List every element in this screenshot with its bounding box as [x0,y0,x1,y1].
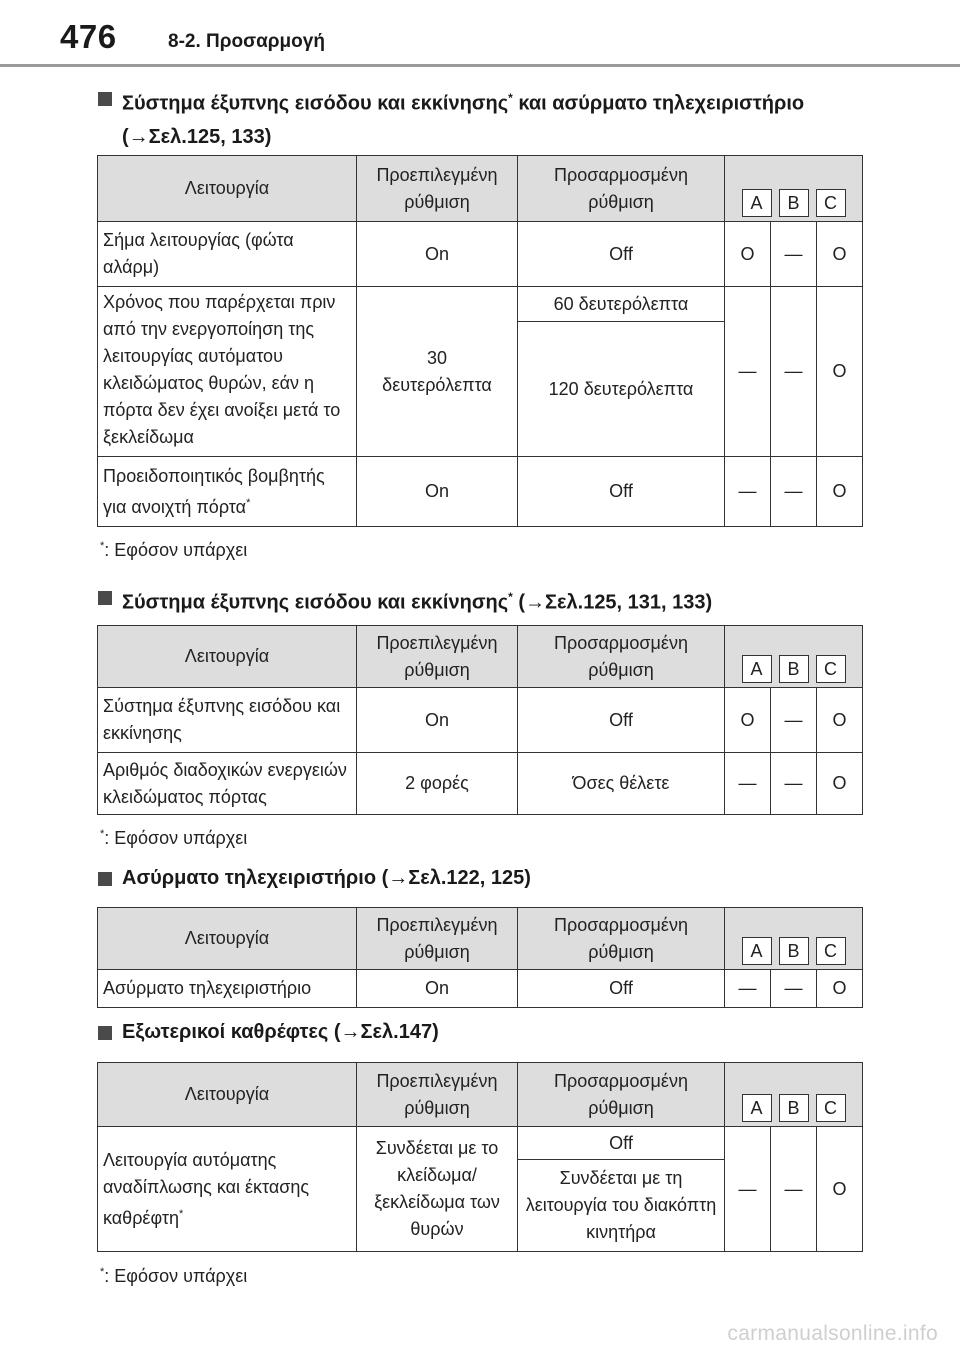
table-header-cell: Προεπιλεγμένη ρύθμιση [357,908,518,970]
table-row [98,753,863,815]
table-header-cell: Λειτουργία [98,908,357,970]
col-abc: A B C [725,156,863,222]
table-header-cell: Προεπιλεγμένη ρύθμιση [357,626,518,688]
table-cell: Off [518,457,725,527]
table-cell: — [771,222,817,287]
table-cell: O [817,457,863,527]
table-cell: — [725,1127,771,1252]
section1-title: Σύστημα έξυπνης εισόδου και εκκίνησης* και ασύρματο τηλεχειριστήριο (→Σελ.125, 133) [100,82,860,154]
table-row [98,457,863,527]
table-header-cell: A B C [725,626,863,688]
table-cell: O [817,753,863,815]
table-row [98,688,863,753]
table-cell: Off [518,970,725,1008]
footnote: *: Εφόσον υπάρχει [100,828,248,848]
section2-title: Σύστημα έξυπνης εισόδου και εκκίνησης* (→Σελ.125, 131, 133) [100,581,860,620]
table-cell: O [817,222,863,287]
table-cell: Ασύρματο τηλεχειριστήριο [98,970,357,1008]
table-section3 [97,907,863,1008]
table-cell: — [771,970,817,1008]
table-cell: — [771,753,817,815]
table-header-row [98,908,863,970]
table-cell: Σήμα λειτουργίας (φώτα αλάρμ) [98,222,357,287]
table-cell: O [817,688,863,753]
table-cell: On [357,970,518,1008]
table-row [98,222,863,287]
table-cell: Off [518,688,725,753]
table-header-cell: Προεπιλεγμένη ρύθμιση [357,1063,518,1127]
table-header-cell: Προσαρμοσμένη ρύθμιση [518,1063,725,1127]
table-header-cell: A B C [725,1063,863,1127]
table-cell: — [725,753,771,815]
table-cell: Συνδέεται με το κλείδωμα/ξεκλείδωμα των θυρών [357,1127,518,1252]
square-bullet-icon [98,1026,112,1040]
table-cell: Όσες θέλετε [518,753,725,815]
square-bullet-icon [98,92,112,106]
table-cell: 30 δευτερόλεπτα [357,287,518,457]
table-header-row [98,1063,863,1127]
footnote: *: Εφόσον υπάρχει [100,1266,248,1286]
col-custom: Προσαρμοσμένη ρύθμιση [518,156,725,222]
table-cell: O [725,688,771,753]
footnote: *: Εφόσον υπάρχει [100,540,248,560]
section4-title: Εξωτερικοί καθρέφτες (→Σελ.147) [100,1016,860,1049]
table-cell: — [771,688,817,753]
table-cell: — [771,1127,817,1252]
table-cell: Συνδέεται με τη λειτουργία του διακόπτη κινητήρα [518,1160,725,1252]
chapter-title: 8-2. Προσαρμογή [168,31,325,52]
table-cell: — [725,970,771,1008]
table-cell: — [771,457,817,527]
square-bullet-icon [98,872,112,886]
table-cell: — [725,287,771,457]
table-header-cell: Λειτουργία [98,626,357,688]
square-bullet-icon [98,591,112,605]
table-cell: Αριθμός διαδοχικών ενεργειών κλειδώματος πόρτας [98,753,357,815]
table-cell: On [357,688,518,753]
table-row [98,970,863,1008]
table-cell: Χρόνος που παρέρχεται πριν από την ενεργοποίηση της λειτουργίας αυτόματου κλειδώματος θυρών, εάν η πόρτα δεν έχει ανοίξει μετά το ξεκλείδωμα [98,287,357,457]
table-cell: — [771,287,817,457]
table-section1 [97,155,863,527]
col-function: Λειτουργία [98,156,357,222]
table-row [98,1127,863,1160]
table-cell: — [725,457,771,527]
table-cell: Λειτουργία αυτόματης αναδίπλωσης και έκτασης καθρέφτη* [98,1127,357,1252]
page-number: 476 [60,18,117,55]
section3-title: Ασύρματο τηλεχειριστήριο (→Σελ.122, 125) [100,862,860,895]
table-cell: O [817,970,863,1008]
table-header-row [98,156,863,222]
watermark: carmanualsonline.info [727,1322,938,1345]
table-section2 [97,625,863,815]
table-cell: Προειδοποιητικός βομβητής για ανοιχτή πόρτα* [98,457,357,527]
table-row [98,287,863,322]
table-cell: O [817,1127,863,1252]
table-cell: O [817,287,863,457]
header-rule [0,64,960,67]
table-cell: On [357,222,518,287]
table-cell: Off [518,1127,725,1160]
table-cell: Off [518,222,725,287]
table-cell: Σύστημα έξυπνης εισόδου και εκκίνησης [98,688,357,753]
table-header-cell: A B C [725,908,863,970]
table-section4 [97,1062,863,1252]
table-cell: O [725,222,771,287]
table-header-row [98,626,863,688]
table-header-cell: Προσαρμοσμένη ρύθμιση [518,908,725,970]
table-cell: 60 δευτερόλεπτα [518,287,725,322]
table-header-cell: Προσαρμοσμένη ρύθμιση [518,626,725,688]
table-cell: 120 δευτερόλεπτα [518,322,725,457]
col-default: Προεπιλεγμένη ρύθμιση [357,156,518,222]
table-cell: 2 φορές [357,753,518,815]
table-cell: On [357,457,518,527]
table-header-cell: Λειτουργία [98,1063,357,1127]
